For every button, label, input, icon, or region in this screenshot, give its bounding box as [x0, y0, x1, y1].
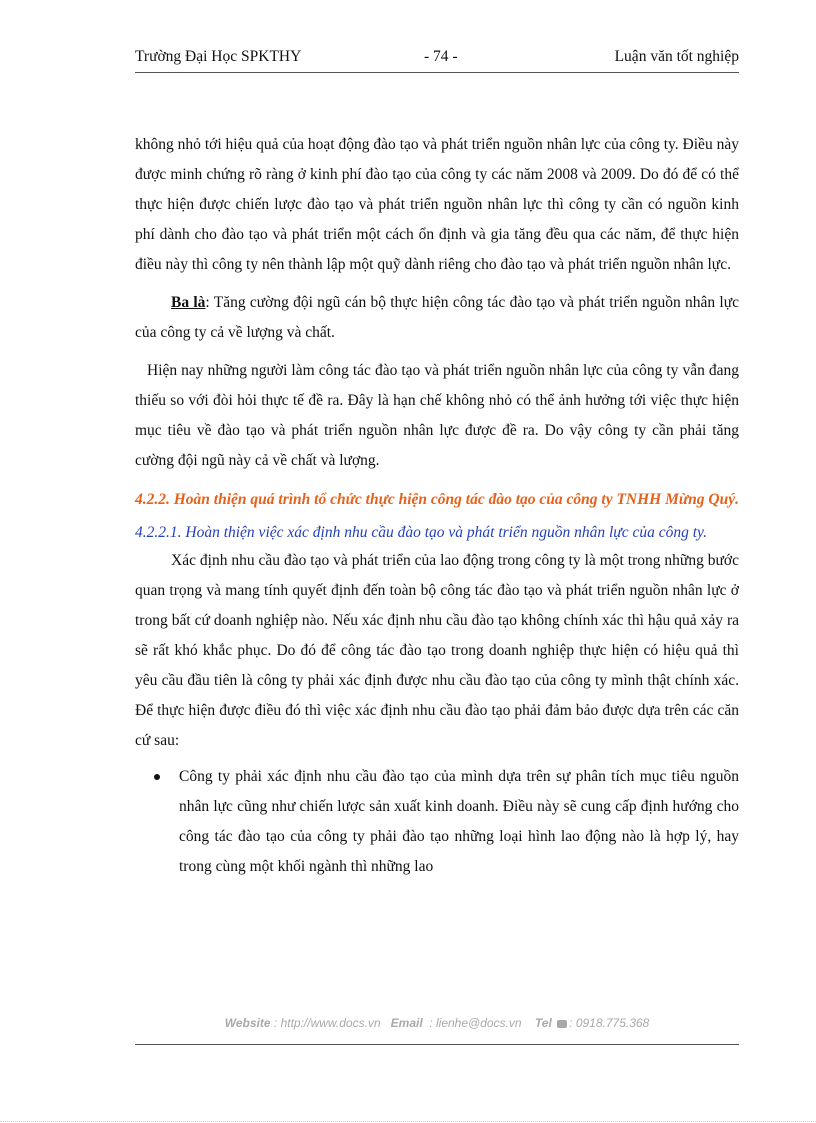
footer-website-label: Website — [224, 1016, 271, 1030]
paragraph-ba-la — [135, 288, 739, 348]
footer-tel-value: : 0918.775.368 — [569, 1016, 650, 1030]
header-school-name: Trường Đại Học SPKTHY — [135, 48, 302, 65]
subsection-heading-4-2-2-1: 4.2.2.1. Hoàn thiện việc xác định nhu cầu đào tạo và phát triển nguồn nhân lực của công ty. — [135, 524, 707, 541]
paragraph-staffing: Hiện nay những người làm công tác đào tạo và phát triển nguồn nhân lực của công ty vẫn đang thiếu so với đòi hỏi thực tế đề ra. Đây là hạn chế không nhỏ có thể ảnh hưởng tới việc thực hiện mục tiêu về đào tạo và phát triển nguồn nhân lực được đề ra. Do vậy công ty cần phải tăng cường đội ngũ này cả về chất và lượng. — [135, 362, 739, 469]
paragraph-funding: không nhỏ tới hiệu quả của hoạt động đào tạo và phát triển nguồn nhân lực của công ty. Điều này được minh chứng rõ ràng ở kinh phí đào tạo của công ty các năm 2008 và 2009. Do đó để có thể thực hiện được chiến lược đào tạo và phát triển nguồn nhân lực thì công ty cần có nguồn kinh phí dành cho đào tạo và phát triển một cách ổn định và gia tăng đều qua các năm, để thực hiện điều này thì công ty nên thành lập một quỹ dành riêng cho đào tạo và phát triển nguồn nhân lực. — [135, 136, 739, 273]
footer-email-link[interactable]: : lienhe@docs.vn — [429, 1016, 522, 1030]
section-heading-4-2-2: 4.2.2. Hoàn thiện quá trình tổ chức thực hiện công tác đào tạo của công ty TNHH Mừng Quý. — [135, 491, 739, 508]
bullet-icon — [154, 774, 160, 780]
phone-icon — [557, 1020, 567, 1028]
ba-la-text: : Tăng cường đội ngũ cán bộ thực hiện công tác đào tạo và phát triển nguồn nhân lực của công ty cả về lượng và chất. — [135, 294, 739, 341]
paragraph-training-needs: Xác định nhu cầu đào tạo và phát triển của lao động trong công ty là một trong những bước quan trọng và mang tính quyết định đến toàn bộ công tác đào tạo và phát triển nguồn nhân lực ở trong bất cứ doanh nghiệp nào. Nếu xác định nhu cầu đào tạo không chính xác thì hậu quả xảy ra sẽ rất khó khắc phục. Do đó để công tác đào tạo trong doanh nghiệp thực hiện có hiệu quả thì yêu cầu đầu tiên là công ty phải xác định được nhu cầu đào tạo của công ty mình thật chính xác. Để thực hiện được điều đó thì việc xác định nhu cầu đào tạo phải đảm bảo được dựa trên các căn cứ sau: — [135, 552, 739, 749]
bullet-list — [135, 762, 739, 882]
footer-website-link[interactable]: : http://www.docs.vn — [273, 1016, 381, 1030]
footer-email-label: Email — [390, 1016, 423, 1030]
page-footer — [135, 1016, 739, 1045]
page-edge-divider — [0, 1121, 816, 1122]
footer-tel-label: Tel — [534, 1016, 552, 1030]
ba-la-label: Ba là — [171, 294, 206, 311]
list-item-text: Công ty phải xác định nhu cầu đào tạo của mình dựa trên sự phân tích mục tiêu nguồn nhân lực cũng như chiến lược sản xuất kinh doanh. Điều này sẽ cung cấp định hướng cho công tác đào tạo của công ty phải đào tạo những loại hình lao động nào là hợp lý, hay trong cùng một khối ngành thì những lao — [179, 768, 739, 875]
header-document-type: Luận văn tốt nghiệp — [614, 48, 739, 65]
page-body — [135, 130, 739, 882]
page-header — [135, 46, 739, 73]
list-item — [135, 762, 739, 882]
page-number: - 74 - — [424, 48, 458, 65]
